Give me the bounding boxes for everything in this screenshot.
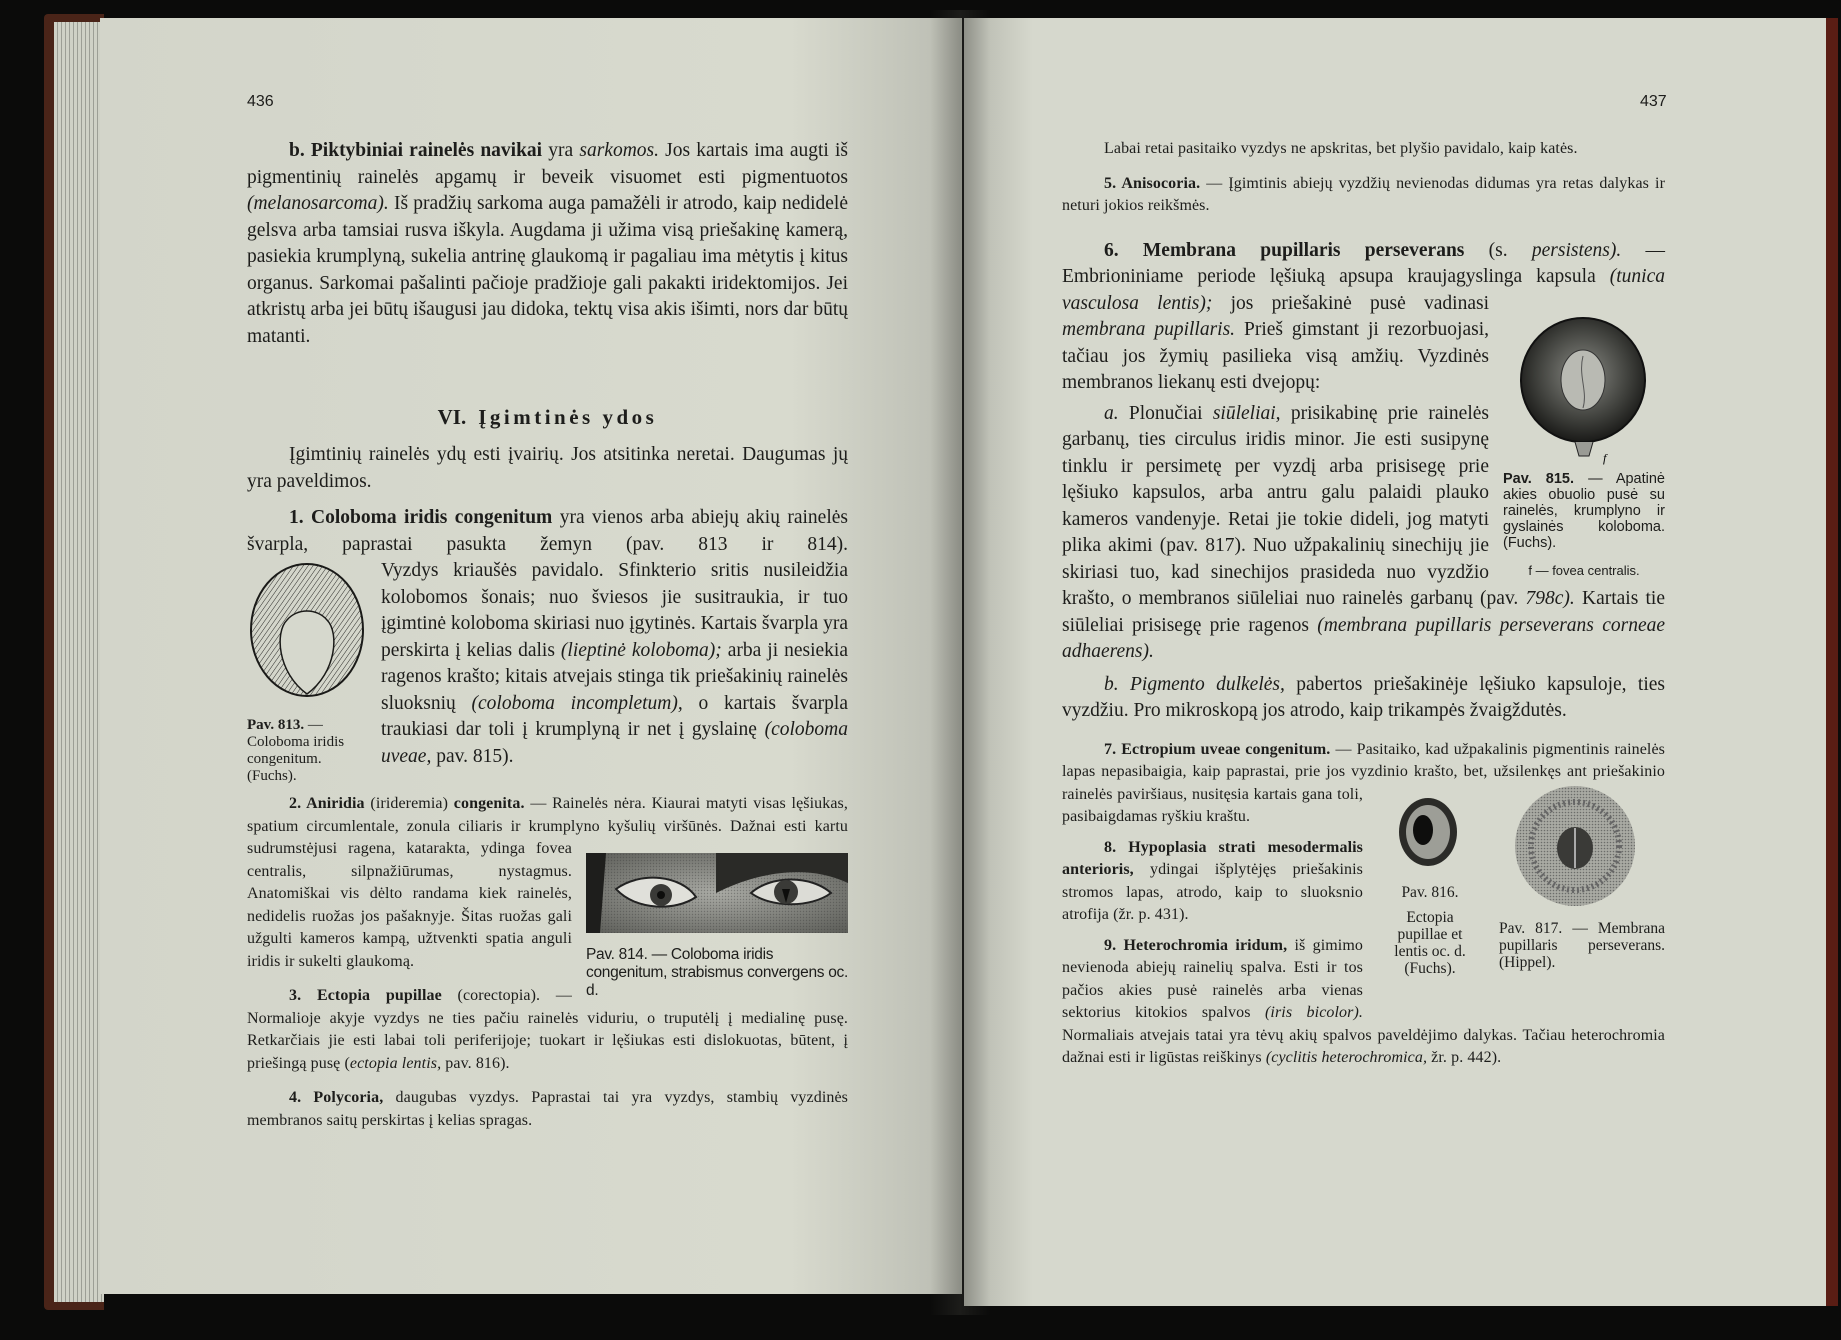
item-1-lead — [247, 505, 848, 558]
text: jos priešakinė pusė vadinasi — [1212, 292, 1489, 314]
figure-814 — [586, 853, 848, 1000]
caption-label: Pav. 815. — [1503, 470, 1575, 487]
term-italic: ectopia lentis, — [349, 1054, 442, 1072]
term-italic: (cyclitis heterochromica, — [1265, 1049, 1428, 1066]
text: Vyzdys kriaušės pavidalo. Sfinkterio sritis nusileidžia kolobomos šonais; nuo šviesos jie susitraukia, ir tuo įgimtinė koloboma skiriasi nuo įgytinės. Kartais švarpla yra perskirta į kelias dalis — [381, 560, 848, 661]
text: pav. 816). — [441, 1054, 510, 1072]
term-italic: membrana pupillaris. — [1062, 319, 1236, 340]
book-gutter — [930, 10, 990, 1315]
term: congenita. — [453, 795, 525, 812]
text: Kartais tie siūleliai prisisegę prie ragenos — [1062, 588, 1665, 636]
term-italic: (melanosarcoma). — [247, 193, 389, 214]
caption-text: — Apatinė akies obuolio pusė su rainelės, krumplyno ir gyslainės koloboma. (Fuchs). — [1503, 470, 1665, 551]
figure-813 — [247, 562, 367, 785]
left-text-column — [247, 138, 848, 1132]
text: (s. — [1464, 239, 1532, 261]
text: Jos kartais ima augti iš pigmentinių rainelės apgamų ir beveik visuomet esti pigmentuotos — [247, 140, 848, 188]
item-5-anisocoria — [1062, 173, 1665, 218]
term-italic: persistens). — [1531, 239, 1622, 261]
text: arba ji nesiekia ragenos krašto; kitais atvejais stinga tik priešakinių rainelės sluoksnių — [381, 639, 849, 714]
text: (irideremia) — [364, 795, 454, 812]
text: Iš pradžių sarkoma auga pamažėli ir atrodo, kaip nedidelė gelsva arba tamsiai rusva iškyla. Augdama ji užima visą priešakinę kamerą, pasiekia krumplyną, sukelia antrinę glaukomą ir pagaliau ima mėtytis į kitus organus. Sarkomai pašalinti pačioje pradžioje gali pakakti iridektomijos. Jei atkristų arba jei būtų išaugusi jau didoka, tektų visa akis išimti, nors dar būtų matanti. — [247, 193, 848, 347]
text: yra — [542, 140, 580, 161]
page-number-left: 436 — [247, 93, 274, 110]
figure-815-caption — [1503, 471, 1665, 551]
persistent-membrane-drawing — [1513, 784, 1637, 908]
term-italic: (coloboma uveae, — [381, 719, 848, 767]
ectopia-pupil-drawing — [1397, 796, 1459, 868]
section-number: VI. — [437, 405, 467, 429]
paragraph-slit-pupil: Labai retai pasitaiko vyzdys ne apskritas, bet plyšio pavidalo, kaip katės. — [1104, 140, 1578, 157]
text: žr. p. 442). — [1427, 1049, 1502, 1066]
text: Plonučiai — [1118, 402, 1213, 424]
coloboma-iris-drawing — [247, 562, 367, 702]
paragraph-malignant-tumors — [247, 138, 848, 350]
text: — Rainelės nėra. Kiaurai matyti visas lęšiukas, spatium circumlentale, zonula ciliaris ir krumplyno kyšulių viršūnės. Dažnai esti kartu sudrumstėjusi ragena, katarakta, ydinga fovea centralis, silpnažiūrumas, nystagmus. Anatomiškai vis dėlto randama kiek rainelės, nedidelis ruožas jos pašaknyje. Šitas ruožas gali užgulti kameros kampą, užtvenkti spatia anguli iridis ir sukelti glaukomą. — [247, 795, 848, 970]
term-italic: (iris bicolor). — [1264, 1004, 1363, 1021]
term-italic: siūleliai, — [1212, 402, 1281, 424]
text: o kartais švarpla traukiasi dar toli į krumplyną ir net į gyslainę — [381, 692, 849, 740]
term: 8. Hypoplasia strati mesodermalis anterioris, — [1062, 838, 1363, 878]
figures-816-817 — [1373, 784, 1665, 1016]
text: prisikabinę prie rainelės garbanų, ties circulus iridis minor. Jie esti susipynę tinklu ir persimetę per vyzdį arba prisisegę prie lęšiuko kapsulos, arba antru galu palaidi plauko kameros vandenyje. Retai jie tokie dideli, jog matyti plika akimi (pav. 817). Nuo užpakalinių sinechijų jie skiriasi tuo, kad sinechijos prasideda nuo vyzdžio krašto, o membranos siūleliai nuo rainelės garbanų (pav. — [1062, 402, 1526, 609]
text: yra vienos arba abiejų akių rainelės švarpla, paprastai pasukta žemyn (pav. 813 ir 814). — [247, 507, 848, 555]
figure-814-caption: Pav. 814. — Coloboma iridis congenitum, strabismus convergens oc. d. — [586, 946, 849, 999]
term: 4. Polycoria, — [289, 1089, 384, 1106]
term: 5. Anisocoria. — [1104, 174, 1201, 192]
term-italic: (tunica vasculosa lentis); — [1062, 266, 1665, 314]
text: (corectopia). — Normalioje akyje vyzdys ne ties pačiu rainelės viduriu, o truputėlį į medialinę pusę. Retkarčiais jie esti labai toli periferijoje; tuokart ir lęšiukas esti dislokuotas, būtent, į priešingą pusę ( — [247, 987, 848, 1072]
figure-813-caption — [247, 717, 367, 785]
term: 3. Ectopia pupillae — [289, 987, 442, 1004]
eyes-photo — [586, 853, 848, 933]
page-stack-edges — [54, 22, 104, 1302]
section-title: Įgimtinės ydos — [478, 405, 658, 429]
term: 9. Heterochromia iridum, — [1104, 936, 1288, 954]
term: b. Piktybiniai rainelės navikai — [289, 140, 543, 161]
item-4-polycoria — [247, 1087, 848, 1132]
figure-816-caption — [1385, 884, 1475, 977]
section-heading — [247, 402, 848, 432]
caption-label: Pav. 813. — [247, 717, 305, 733]
figure-817-caption: Pav. 817. — Membrana pupillaris perseverans. (Hippel). — [1499, 919, 1665, 971]
paragraph-intro: Įgimtinių rainelės ydų esti įvairių. Jos atsitinka neretai. Daugumas jų yra paveldimos. — [247, 444, 848, 492]
figure-816-title: Pav. 816. — [1401, 883, 1459, 901]
figure-816-text: Ectopia pupillae et lentis oc. d. (Fuchs). — [1394, 908, 1466, 977]
right-text-column — [1062, 138, 1665, 1070]
label-f: f — [1603, 450, 1607, 465]
term-italic: b. Pigmento dulkelės, — [1104, 673, 1285, 695]
text: pabertos priešakinėje lęšiuko kapsuloje, ties vyzdžiu. Pro mikroskopą jos atrodo, kaip trikampės žvaigždutės. — [1062, 673, 1665, 721]
figure-815-legend: f — fovea centralis. — [1528, 562, 1640, 578]
eyeball-coloboma-drawing — [1503, 316, 1665, 466]
term-italic: (membrana pupillaris perseverans corneae adhaerens). — [1062, 614, 1666, 662]
term-italic: a. — [1104, 402, 1119, 424]
text: — Pasitaiko, kad užpakalinis pigmentinis rainelės lapas nepasibaigia, kaip paprastai, prie jos vyzdinio krašto, bet, užsilenkęs ant priešakinio rainelės paviršiaus, nusitęsia kartais gana toli, pasibaigdamas ryškiu kraštu. — [1062, 740, 1666, 825]
term: 1. Coloboma iridis congenitum — [289, 507, 553, 528]
text: ydingai išplytėjęs priešakinis stromos lapas, atrodo, kaip to sluoksnio atrofija (žr. p. 431). — [1062, 861, 1363, 923]
term: 6. Membrana pupillaris perseverans — [1104, 239, 1465, 261]
term-italic: 798c). — [1525, 588, 1575, 609]
term-italic: (coloboma incompletum), — [471, 692, 683, 714]
text: iš gimimo nevienoda abiejų rainelių spalva. Esti ir tos pačios akies pusė rainelės arba vienas sektorius kitokios spalvos — [1062, 936, 1363, 1021]
term: 7. Ectropium uveae congenitum. — [1104, 740, 1331, 758]
term: 2. Aniridia — [289, 795, 365, 812]
text: Prieš gimstant ji rezorbuojasi, tačiau jos žymių pasilieka visą amžių. Vyzdinės membranos liekanų esti dvejopų: — [1062, 319, 1489, 393]
caption-text: — Coloboma iridis congenitum. (Fuchs). — [247, 717, 345, 784]
text: Normaliais atvejais tatai yra tėvų akių spalvos paveldėjimo dalykas. Tačiau heterochromia dažnai esti ir ligūstas reiškinys — [1062, 1026, 1665, 1066]
page-number-right: 437 — [1640, 93, 1667, 110]
item-6b — [1062, 672, 1665, 725]
text: — Įgimtinis abiejų vyzdžių nevienodas didumas yra retas dalykas ir neturi jokios reikšmės. — [1062, 174, 1665, 214]
term-italic: sarkomos. — [579, 140, 659, 161]
figure-815 — [1503, 316, 1665, 578]
term-italic: (lieptinė koloboma); — [560, 639, 722, 661]
text: pav. 815). — [431, 745, 514, 767]
text: daugubas vyzdys. Paprastai tai yra vyzdys, stambių vyzdinės membranos saitų perskirtas į kelias spragas. — [247, 1089, 848, 1129]
text: — Embrioniniame periode lęšiuką apsupa kraujagyslinga kapsula — [1062, 239, 1665, 287]
